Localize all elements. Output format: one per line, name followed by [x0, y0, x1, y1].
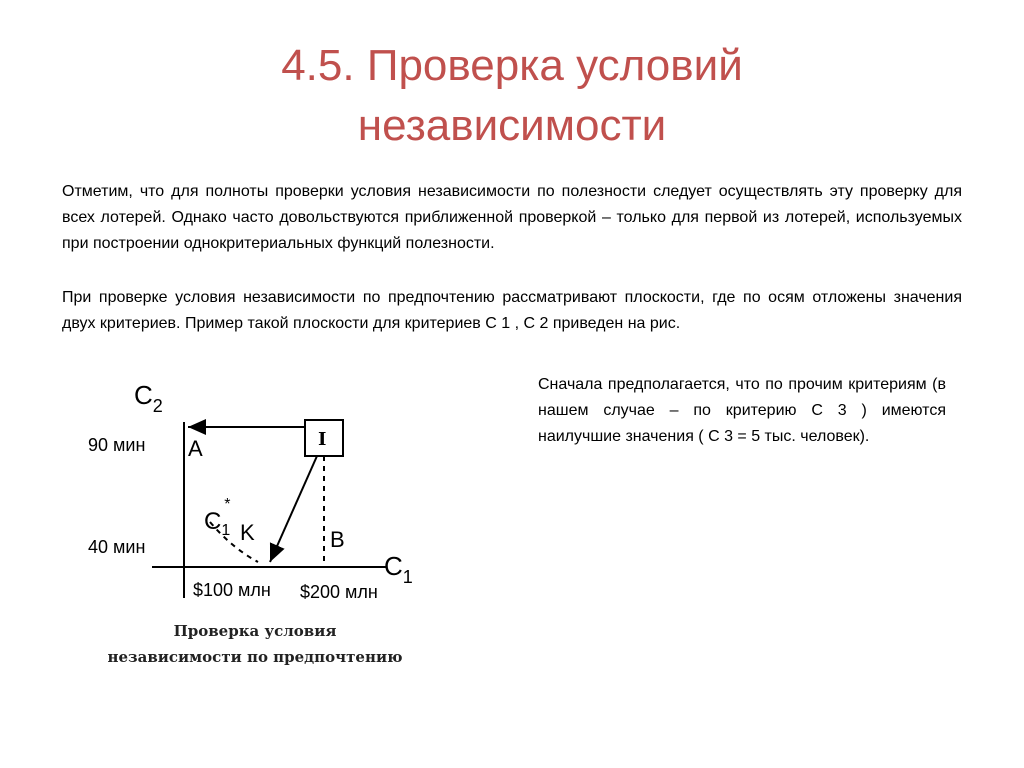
title-line-2: независимости	[357, 101, 667, 150]
paragraph-2: При проверке условия независимости по предпочтению рассматривают плоскости, где по осям отложены значения двух критериев. Пример такой плоскости для критериев С 1 , С 2 приведен на рис.	[62, 289, 962, 332]
caption-line-2: независимости по предпочтению	[107, 648, 403, 666]
y-tick-40: 40 мин	[88, 537, 146, 557]
point-b-label: B	[330, 527, 345, 552]
y-tick-90: 90 мин	[88, 435, 146, 455]
y-axis-label: $C_2$	[134, 380, 163, 416]
arrow-i-to-k	[270, 456, 317, 562]
x-tick-100: $100 млн	[193, 580, 271, 600]
point-c1-star-label: $C_1*$	[204, 496, 231, 539]
x-tick-200: $200 млн	[300, 582, 378, 602]
point-a-label: A	[188, 436, 203, 461]
point-k-label: K	[240, 520, 255, 545]
caption-line-1: Проверка условия	[173, 622, 337, 640]
slide-title	[0, 36, 1024, 156]
figure-caption	[90, 618, 420, 670]
paragraph-1: Отметим, что для полноты проверки условия независимости по полезности следует осуществлять эту проверку для всех лотерей. Однако часто довольствуются приближенной проверкой – только для первой из лотерей, используемых при построении однокритериальных функций полезности.	[62, 183, 962, 252]
title-line-1: 4.5. Проверка условий	[281, 41, 743, 90]
x-axis-label: $C_1$	[384, 551, 413, 587]
preference-diagram	[60, 370, 480, 620]
side-text: Сначала предполагается, что по прочим критериям (в нашем случае – по критерию С 3 ) имеются наилучшие значения ( С 3 = 5 тыс. человек).	[538, 376, 946, 445]
point-i-label: I	[318, 429, 327, 450]
